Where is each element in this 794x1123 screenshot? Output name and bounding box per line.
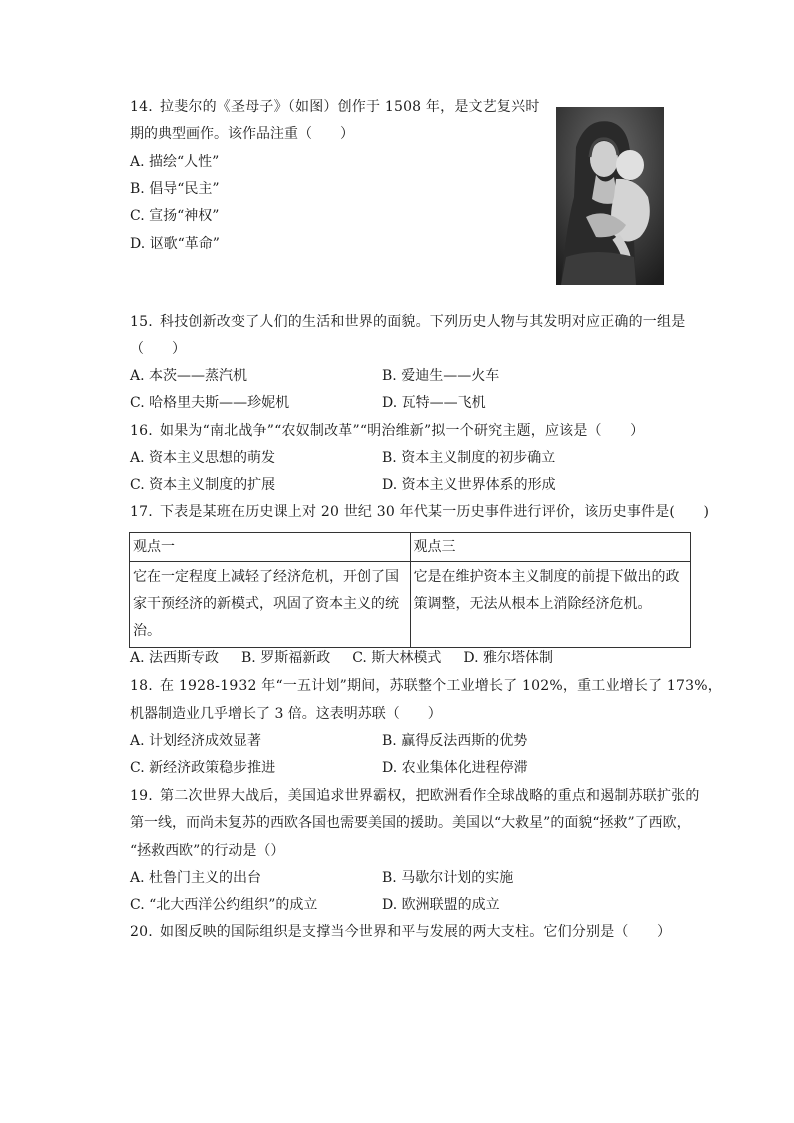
q14-stem-line1: 14. 拉斐尔的《圣母子》（如图）创作于 1508 年，是文艺复兴时 — [130, 99, 540, 115]
q14-number: 14. — [130, 99, 153, 115]
q18-option-b[interactable]: B. 赢得反法西斯的优势 — [382, 733, 528, 749]
q16-option-c[interactable]: C. 资本主义制度的扩展 — [130, 477, 276, 493]
q14-stem-line2: 期的典型画作。该作品注重（ ） — [130, 126, 354, 142]
q18-option-d[interactable]: D. 农业集体化进程停滞 — [382, 760, 528, 776]
q18-stem-line2: 机器制造业几乎增长了 3 倍。这表明苏联（ ） — [130, 706, 442, 722]
q15-stem-line2: （ ） — [130, 341, 186, 357]
q17-viewpoint-table — [129, 532, 691, 648]
q15-number: 15. — [130, 314, 153, 330]
table-header-view1: 观点一 — [130, 533, 411, 562]
q14-option-b[interactable]: B. 倡导“民主” — [130, 181, 220, 197]
q18-option-a[interactable]: A. 计划经济成效显著 — [130, 733, 262, 749]
q14-option-d[interactable]: D. 讴歌“革命” — [130, 236, 220, 252]
q17-option-d[interactable]: D. 雅尔塔体制 — [463, 650, 553, 666]
q20-number: 20. — [130, 924, 153, 940]
madonna-painting-image — [556, 107, 664, 285]
q16-option-d[interactable]: D. 资本主义世界体系的形成 — [382, 477, 556, 493]
table-cell-view3: 它是在维护资本主义制度的前提下做出的政策调整，无法从根本上消除经济危机。 — [410, 562, 691, 648]
q19-number: 19. — [130, 788, 153, 804]
q19-option-b[interactable]: B. 马歇尔计划的实施 — [382, 870, 514, 886]
table-header-view3: 观点三 — [410, 533, 691, 562]
q17-option-a[interactable]: A. 法西斯专政 — [130, 650, 220, 666]
q19-stem-line2: 第一线，而尚未复苏的西欧各国也需要美国的援助。美国以“大救星”的面貌“拯救”了西欧， — [130, 815, 691, 831]
q17-option-b[interactable]: B. 罗斯福新政 — [241, 650, 331, 666]
q19-option-d[interactable]: D. 欧洲联盟的成立 — [382, 897, 500, 913]
q19-stem-line1: 19. 第二次世界大战后，美国追求世界霸权，把欧洲看作全球战略的重点和遏制苏联扩张的 — [130, 788, 700, 804]
q20-stem-line1: 20. 如图反映的国际组织是支撑当今世界和平与发展的两大支柱。它们分别是（ ） — [130, 924, 672, 940]
q17-stem-line1: 17. 下表是某班在历史课上对 20 世纪 30 年代某一历史事件进行评价，该历史事件是( ) — [130, 504, 710, 520]
table-cell-view1: 它在一定程度上减轻了经济危机，开创了国家干预经济的新模式，巩固了资本主义的统治。 — [130, 562, 411, 648]
q18-number: 18. — [130, 678, 153, 694]
q17-options-row — [130, 648, 575, 668]
q16-number: 16. — [130, 423, 153, 439]
q15-option-d[interactable]: D. 瓦特——飞机 — [382, 395, 486, 411]
q14-option-a[interactable]: A. 描绘“人性” — [130, 154, 220, 170]
q16-stem-line1: 16. 如果为“南北战争”“农奴制改革”“明治维新”拟一个研究主题，应该是（ ） — [130, 423, 645, 439]
q16-option-b[interactable]: B. 资本主义制度的初步确立 — [382, 450, 556, 466]
q17-number: 17. — [130, 504, 153, 520]
q15-option-a[interactable]: A. 本茨——蒸汽机 — [130, 368, 248, 384]
q15-stem-line1: 15. 科技创新改变了人们的生活和世界的面貌。下列历史人物与其发明对应正确的一组是 — [130, 314, 686, 330]
q14-option-c[interactable]: C. 宣扬“神权” — [130, 208, 220, 224]
q15-option-c[interactable]: C. 哈格里夫斯——珍妮机 — [130, 395, 290, 411]
q16-option-a[interactable]: A. 资本主义思想的萌发 — [130, 450, 276, 466]
q15-option-b[interactable]: B. 爱迪生——火车 — [382, 368, 500, 384]
q18-option-c[interactable]: C. 新经济政策稳步推进 — [130, 760, 276, 776]
q17-option-c[interactable]: C. 斯大林模式 — [352, 650, 442, 666]
q19-option-c[interactable]: C. “北大西洋公约组织”的成立 — [130, 897, 318, 913]
q18-stem-line1: 18. 在 1928-1932 年“一五计划”期间，苏联整个工业增长了 102%，重工业增长了 173%， — [130, 678, 722, 694]
q19-option-a[interactable]: A. 杜鲁门主义的出台 — [130, 870, 262, 886]
q19-stem-line3: “拯救西欧”的行动是（） — [130, 843, 285, 859]
